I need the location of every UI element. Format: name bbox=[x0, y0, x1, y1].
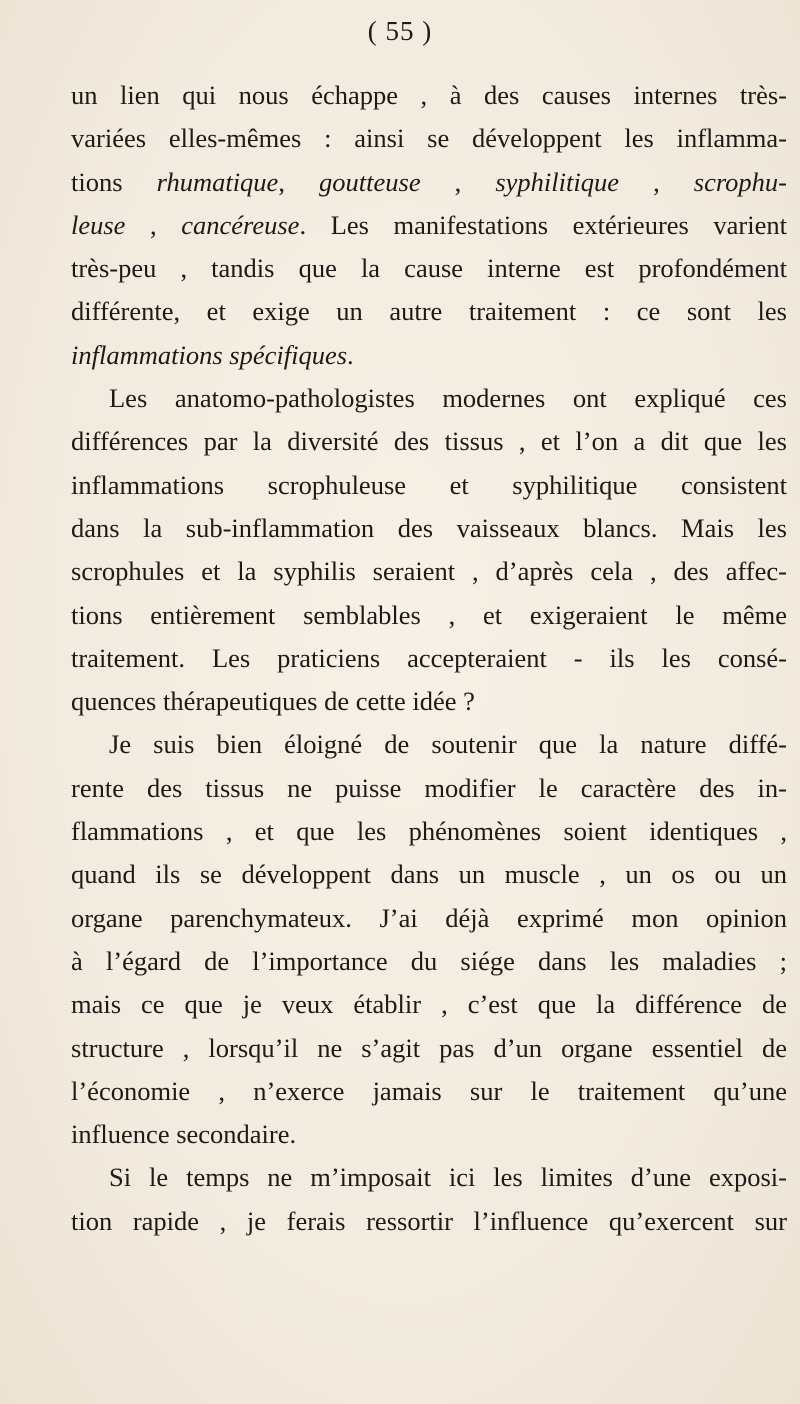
text-line bbox=[71, 334, 787, 377]
italic-text: goutteuse bbox=[319, 166, 421, 197]
text-line bbox=[71, 853, 787, 896]
text-segment: , bbox=[420, 166, 496, 197]
text-segment: Si le temps ne m’imposait ici les limites d’une exposi- bbox=[109, 1162, 787, 1193]
text-segment: Je suis bien éloigné de soutenir que la nature diffé- bbox=[109, 729, 787, 760]
text-segment: scrophules et la syphilis seraient , d’après cela , des affec- bbox=[71, 556, 787, 587]
text-segment: tion rapide , je ferais ressortir l’influence qu’exercent sur bbox=[71, 1205, 787, 1236]
text-segment: variées elles-mêmes : ainsi se développent les inflamma- bbox=[71, 123, 787, 154]
text-segment: influence secondaire. bbox=[71, 1119, 297, 1150]
text-line bbox=[71, 680, 787, 723]
body-text bbox=[71, 74, 787, 1243]
text-line bbox=[71, 377, 787, 420]
text-line bbox=[71, 767, 787, 810]
text-line bbox=[71, 723, 787, 766]
text-line bbox=[71, 420, 787, 463]
text-segment: , bbox=[619, 166, 694, 197]
text-line bbox=[71, 74, 787, 117]
text-line bbox=[71, 1027, 787, 1070]
text-segment: tions entièrement semblables , et exigeraient le même bbox=[71, 599, 787, 630]
text-line bbox=[71, 940, 787, 983]
text-segment: organe parenchymateux. J’ai déjà exprimé mon opinion bbox=[71, 902, 787, 933]
text-segment: l’économie , n’exerce jamais sur le traitement qu’une bbox=[71, 1075, 787, 1106]
text-line bbox=[71, 550, 787, 593]
text-segment: flammations , et que les phénomènes soient identiques , bbox=[71, 816, 787, 847]
text-line bbox=[71, 290, 787, 333]
text-segment: structure , lorsqu’il ne s’agit pas d’un organe essentiel de bbox=[71, 1032, 787, 1063]
text-segment: quand ils se développent dans un muscle , un os ou un bbox=[71, 859, 787, 890]
text-line bbox=[71, 897, 787, 940]
text-line bbox=[71, 637, 787, 680]
italic-text: rhumatique bbox=[156, 166, 279, 197]
text-line bbox=[71, 1156, 787, 1199]
italic-text: scrophu- bbox=[693, 166, 788, 197]
text-line bbox=[71, 161, 787, 204]
text-line bbox=[71, 810, 787, 853]
text-segment: rente des tissus ne puisse modifier le caractère des in- bbox=[71, 772, 787, 803]
text-line bbox=[71, 1113, 787, 1156]
text-segment: quences thérapeutiques de cette idée ? bbox=[71, 686, 475, 717]
text-segment: dans la sub-inflammation des vaisseaux blancs. Mais les bbox=[71, 512, 787, 543]
italic-text: syphilitique bbox=[495, 166, 620, 197]
text-segment: tions bbox=[71, 166, 157, 197]
page-number: ( 55 ) bbox=[367, 16, 433, 46]
text-segment: . Les manifestations extérieures varient bbox=[299, 209, 787, 240]
text-segment: . bbox=[347, 339, 354, 370]
italic-text: inflammations spécifiques bbox=[71, 339, 348, 370]
text-segment: , bbox=[278, 166, 320, 197]
text-line bbox=[71, 1200, 787, 1243]
text-line bbox=[71, 117, 787, 160]
text-segment: différente, et exige un autre traitement : ce sont les bbox=[71, 296, 787, 327]
text-segment: à l’égard de l’importance du siége dans les maladies ; bbox=[71, 945, 787, 976]
text-segment: mais ce que je veux établir , c’est que la différence de bbox=[71, 989, 787, 1020]
text-segment: Les anatomo-pathologistes modernes ont expliqué ces bbox=[109, 383, 787, 414]
text-line bbox=[71, 1070, 787, 1113]
text-line bbox=[71, 594, 787, 637]
text-line bbox=[71, 507, 787, 550]
italic-text: cancéreuse bbox=[181, 209, 300, 240]
text-line bbox=[71, 983, 787, 1026]
text-segment: différences par la diversité des tissus , et l’on a dit que les bbox=[71, 426, 787, 457]
text-segment: un lien qui nous échappe , à des causes internes très- bbox=[71, 80, 787, 110]
text-line bbox=[71, 247, 787, 290]
text-segment: inflammations scrophuleuse et syphilitique consistent bbox=[71, 469, 787, 500]
text-line bbox=[71, 464, 787, 507]
text-line bbox=[71, 204, 787, 247]
text-segment: traitement. Les praticiens accepteraient - ils les consé- bbox=[71, 642, 787, 673]
text-segment: , bbox=[125, 209, 182, 240]
italic-text: leuse bbox=[71, 209, 126, 240]
text-segment: très-peu , tandis que la cause interne est profondément bbox=[71, 253, 787, 284]
